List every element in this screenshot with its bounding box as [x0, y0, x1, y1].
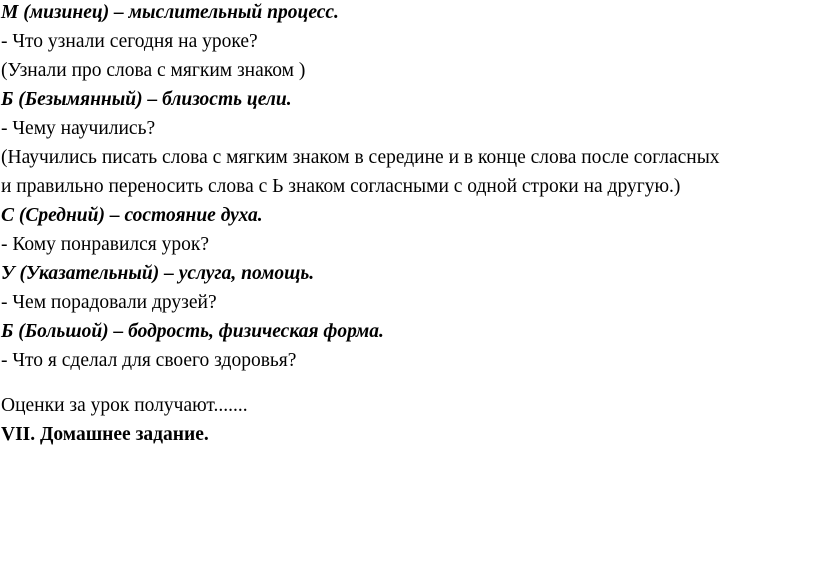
grades-text: Оценки за урок получают.......	[1, 395, 248, 416]
question-pleased-friends: - Чем порадовали друзей?	[1, 292, 217, 313]
homework-heading: VII. Домашнее задание.	[1, 424, 209, 445]
question-taught: - Чему научились?	[1, 118, 156, 139]
answer-taught-line-2: и правильно переносить слова с Ь знаком согласными с одной строки на другую.)	[1, 176, 681, 197]
finger-thumb-heading: Б (Большой) – бодрость, физическая форма.	[1, 321, 384, 342]
finger-ring-heading: Б (Безымянный) – близость цели.	[1, 89, 292, 110]
question-learned: - Что узнали сегодня на уроке?	[1, 31, 258, 52]
finger-pinky-heading: М (мизинец) – мыслительный процесс.	[1, 2, 339, 23]
finger-index-heading: У (Указательный) – услуга, помощь.	[1, 263, 315, 284]
question-health: - Что я сделал для своего здоровья?	[1, 350, 297, 371]
answer-taught-line-1: (Научились писать слова с мягким знаком в середине и в конце слова после согласных	[1, 147, 720, 168]
question-liked-lesson: - Кому понравился урок?	[1, 234, 210, 255]
finger-middle-heading: С (Средний) – состояние духа.	[1, 205, 263, 226]
answer-learned: (Узнали про слова с мягким знаком )	[1, 60, 306, 81]
